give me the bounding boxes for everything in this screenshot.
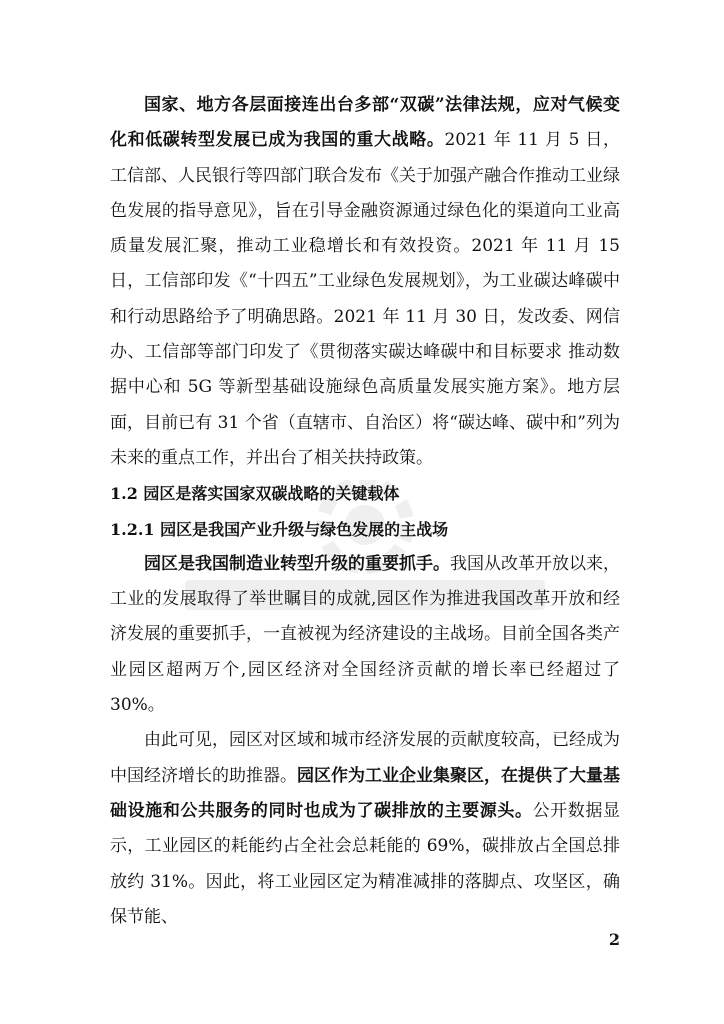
paragraph-policy-lead: 国家、地方各层面接连出台多部“双碳”法律法规，应对气候变化和低碳转型发展已成为我国的重大战略。 (110, 95, 620, 151)
document-page (110, 88, 620, 935)
page-number: 2 (608, 930, 620, 949)
paragraph-park-emissions (110, 723, 620, 935)
paragraph-park-emissions-body: 公开数据显示，工业园区的耗能约占全社会总耗能的 69%，碳排放占全国总排放约 31%。因此，将工业园区定为精准减排的落脚点、攻坚区，确保节能、 (110, 800, 621, 927)
paragraph-park-role-body: 我国从改革开放以来，工业的发展取得了举世瞩目的成就,园区作为推进我国改革开放和经济发展的重要抓手，一直被视为经济建设的主战场。目前全国各类产业园区超两万个,园区经济对全国经济贡献的增长率已经超过了 30%。 (110, 553, 620, 716)
paragraph-park-role (110, 547, 620, 723)
paragraph-policy (110, 88, 620, 476)
paragraph-park-emissions-intro: 由此可见，园区对区域和城市经济发展的贡献度较高，已经成为中国经济增长的助推器。 (110, 730, 620, 786)
paragraph-park-role-lead: 园区是我国制造业转型升级的重要抓手。 (144, 553, 450, 574)
paragraph-policy-body: 2021 年 11 月 5 日，工信部、人民银行等四部门联合发布《关于加强产融合作推动工业绿色发展的指导意见》，旨在引导金融资源通过绿色化的渠道向工业高质量发展汇聚，推动工业稳增长和有效投资。2021 年 11 月 15 日，工信部印发《“十四五”工业绿色发展规划》，为工业碳达峰碳中和行动思路给予了明确思路。2021 年 11 月 30 日，发改委、网信办、工信部等部门印发了《贯彻落实碳达峰碳中和目标要求 推动数据中心和 5G 等新型基础设施绿色高质量发展实施方案》。地方层面，目前已有 31 个省（直辖市、自治区）将“碳达峰、碳中和”列为未来的重点工作，并出台了相关扶持政策。 (110, 130, 621, 468)
section-heading-1-2-1: 1.2.1 园区是我国产业升级与绿色发展的主战场 (110, 519, 449, 539)
paragraph-park-emissions-lead: 园区作为工业企业集聚区，在提供了大量基础设施和公共服务的同时也成为了碳排放的主要源头。 (110, 765, 620, 821)
section-heading-1-2: 1.2 园区是落实国家双碳战略的关键载体 (110, 484, 400, 504)
